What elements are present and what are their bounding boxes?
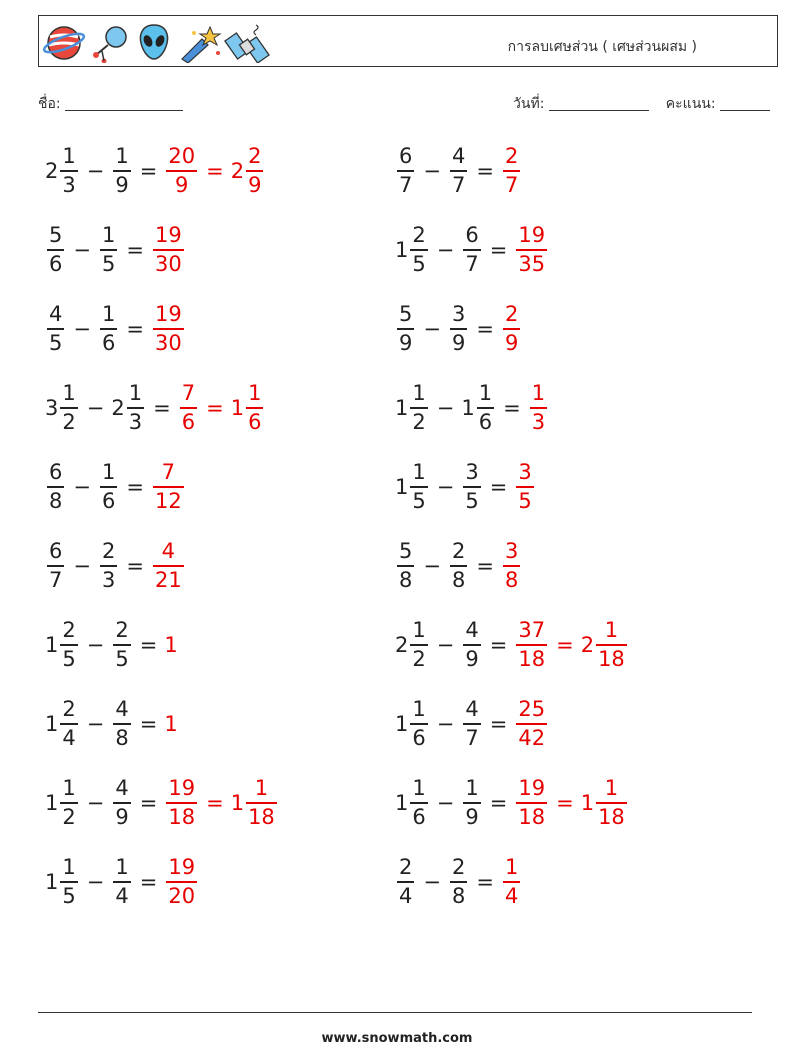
- minuend-fraction: [47, 225, 64, 275]
- answer-mixed: [246, 383, 263, 433]
- subtrahend-fraction-denominator: 6: [101, 489, 116, 513]
- minus-sign: −: [423, 554, 441, 578]
- equals-sign: =: [139, 712, 158, 736]
- minuend-fraction-numerator: 1: [62, 144, 76, 168]
- subtrahend-fraction-numerator: 1: [465, 776, 479, 800]
- answer-fraction: [153, 462, 184, 512]
- answer-mixed: [246, 146, 263, 196]
- subtrahend-fraction-numerator: 1: [101, 460, 116, 484]
- answer-fraction-denominator: 18: [518, 805, 546, 829]
- minuend-fraction-whole: 3: [45, 396, 59, 420]
- answer-fraction: [503, 857, 520, 907]
- minuend-fraction-whole: 1: [395, 396, 409, 420]
- answer-fraction-denominator: 4: [504, 884, 519, 908]
- subtrahend-fraction-numerator: 6: [465, 223, 479, 247]
- answer-fraction-numerator: 2: [504, 302, 519, 326]
- subtrahend-fraction-whole: 2: [111, 396, 125, 420]
- answer-fraction: [153, 304, 184, 354]
- minus-sign: −: [73, 238, 91, 262]
- equals-sign: =: [139, 633, 158, 657]
- minuend-fraction: [60, 620, 77, 670]
- answer-fraction-numerator: 3: [504, 539, 519, 563]
- minuend-fraction-denominator: 6: [412, 726, 426, 750]
- minuend-fraction-numerator: 1: [62, 381, 76, 405]
- subtrahend-fraction: [113, 778, 130, 828]
- problem-16: [395, 693, 549, 755]
- answer-fraction: [503, 304, 520, 354]
- answer-mixed: [246, 778, 277, 828]
- answer-fraction-numerator: 37: [518, 618, 546, 642]
- minuend-fraction-numerator: 1: [412, 381, 426, 405]
- minuend-fraction: [410, 778, 427, 828]
- minuend-fraction-numerator: 2: [62, 697, 76, 721]
- minuend-fraction-whole: 1: [395, 475, 409, 499]
- equals-sign: =: [139, 791, 158, 815]
- answer-fraction-numerator: 19: [518, 776, 546, 800]
- minus-sign: −: [73, 475, 91, 499]
- minuend-fraction-whole: 1: [45, 870, 59, 894]
- equals-sign: =: [126, 554, 144, 578]
- problem-18: [395, 772, 629, 834]
- minuend-fraction: [397, 146, 414, 196]
- answer-fraction-numerator: 19: [168, 855, 196, 879]
- minuend-fraction: [410, 383, 427, 433]
- subtrahend-fraction-denominator: 5: [115, 647, 129, 671]
- subtrahend-fraction: [100, 225, 117, 275]
- problem-8: [395, 377, 549, 439]
- subtrahend-fraction: [113, 146, 130, 196]
- equals-sign: =: [489, 475, 508, 499]
- minuend-fraction-denominator: 8: [49, 489, 63, 513]
- minuend-fraction-denominator: 2: [412, 647, 426, 671]
- equals-sign: =: [489, 791, 508, 815]
- subtrahend-fraction-numerator: 1: [115, 144, 129, 168]
- subtrahend-fraction-numerator: 1: [115, 855, 129, 879]
- answer-fraction-numerator: 19: [168, 776, 196, 800]
- answer-fraction-denominator: 12: [154, 489, 182, 513]
- subtrahend-fraction-denominator: 3: [101, 568, 116, 592]
- minus-sign: −: [436, 712, 455, 736]
- minuend-fraction: [410, 462, 427, 512]
- subtrahend-fraction: [100, 462, 117, 512]
- subtrahend-fraction: [100, 541, 117, 591]
- answer-fraction-denominator: 7: [504, 173, 519, 197]
- score-blank[interactable]: [720, 96, 770, 111]
- answer-fraction-denominator: 35: [518, 252, 546, 276]
- answer-fraction-numerator: 2: [504, 144, 519, 168]
- answer-fraction: [166, 857, 197, 907]
- satellite-icon: [93, 27, 126, 63]
- minuend-fraction-numerator: 2: [62, 618, 76, 642]
- subtrahend-fraction-denominator: 5: [101, 252, 116, 276]
- equals-sign: =: [476, 870, 494, 894]
- problem-17: [45, 772, 279, 834]
- subtrahend-fraction: [477, 383, 494, 433]
- minuend-fraction-denominator: 6: [49, 252, 63, 276]
- subtrahend-fraction-numerator: 2: [451, 539, 466, 563]
- minus-sign: −: [86, 712, 105, 736]
- subtrahend-fraction: [463, 778, 480, 828]
- minuend-fraction-denominator: 4: [62, 726, 76, 750]
- minuend-fraction-denominator: 7: [49, 568, 63, 592]
- minuend-fraction-numerator: 6: [49, 539, 63, 563]
- minus-sign: −: [86, 633, 105, 657]
- name-field: [38, 93, 183, 115]
- subtrahend-fraction-denominator: 8: [115, 726, 129, 750]
- name-blank[interactable]: [65, 96, 183, 111]
- answer-fraction-denominator: 3: [531, 410, 546, 434]
- answer-fraction: [530, 383, 547, 433]
- subtrahend-fraction: [450, 857, 467, 907]
- subtrahend-fraction: [113, 699, 130, 749]
- alien-icon: [140, 25, 167, 59]
- planet-icon: [42, 27, 86, 59]
- answer-fraction-denominator: 30: [154, 252, 182, 276]
- minuend-fraction-denominator: 3: [62, 173, 76, 197]
- minuend-fraction-denominator: 6: [412, 805, 426, 829]
- minuend-fraction: [410, 620, 427, 670]
- minuend-fraction: [60, 699, 77, 749]
- subtrahend-fraction-denominator: 9: [115, 805, 129, 829]
- minuend-fraction-whole: 1: [395, 712, 409, 736]
- problem-4: [395, 219, 549, 281]
- footer-url: www.snowmath.com: [321, 1031, 473, 1046]
- answer-fraction-numerator: 7: [181, 381, 196, 405]
- minuend-fraction-denominator: 5: [412, 489, 426, 513]
- answer-mixed-denominator: 6: [248, 410, 262, 434]
- subtrahend-fraction-numerator: 4: [465, 618, 479, 642]
- minuend-fraction: [47, 304, 64, 354]
- subtrahend-fraction-numerator: 1: [101, 223, 116, 247]
- problem-13: [45, 614, 178, 676]
- answer-whole: 1: [164, 633, 178, 657]
- answer-fraction-denominator: 9: [175, 173, 189, 197]
- minuend-fraction-numerator: 4: [49, 302, 63, 326]
- equals-sign: =: [153, 396, 171, 420]
- minus-sign: −: [423, 159, 441, 183]
- minus-sign: −: [436, 238, 455, 262]
- problem-6: [395, 298, 522, 360]
- equals-sign: =: [206, 159, 224, 183]
- equals-sign: =: [206, 396, 224, 420]
- subtrahend-fraction-numerator: 2: [101, 539, 116, 563]
- minuend-fraction: [47, 462, 64, 512]
- minuend-fraction-whole: 2: [45, 159, 59, 183]
- minuend-fraction: [60, 146, 77, 196]
- minuend-fraction-denominator: 2: [62, 410, 76, 434]
- answer-mixed-whole: 1: [580, 791, 595, 815]
- minuend-fraction-denominator: 2: [62, 805, 76, 829]
- date-label: วันที่:: [513, 96, 545, 112]
- subtrahend-fraction: [450, 146, 467, 196]
- problem-7: [45, 377, 265, 439]
- answer-fraction-numerator: 3: [518, 460, 532, 484]
- answer-fraction: [516, 462, 533, 512]
- answer-fraction-numerator: 25: [518, 697, 546, 721]
- problem-11: [45, 535, 186, 597]
- answer-fraction: [516, 778, 547, 828]
- minuend-fraction-numerator: 6: [399, 144, 413, 168]
- answer-fraction-denominator: 18: [168, 805, 196, 829]
- minuend-fraction-denominator: 5: [49, 331, 63, 355]
- answer-mixed: [596, 778, 627, 828]
- minuend-fraction-whole: 1: [45, 633, 59, 657]
- minuend-fraction-denominator: 2: [412, 410, 426, 434]
- answer-whole: 1: [164, 712, 178, 736]
- minuend-fraction-numerator: 5: [49, 223, 63, 247]
- equals-sign: =: [476, 554, 494, 578]
- answer-fraction: [503, 146, 520, 196]
- subtrahend-fraction: [463, 699, 480, 749]
- minuend-fraction-denominator: 9: [399, 331, 413, 355]
- name-label: ชื่อ:: [38, 96, 61, 112]
- shooting-star-icon: [182, 27, 220, 63]
- minuend-fraction-numerator: 1: [62, 855, 76, 879]
- subtrahend-fraction-numerator: 2: [451, 855, 466, 879]
- problem-5: [45, 298, 186, 360]
- problem-19: [45, 851, 199, 913]
- equals-sign: =: [476, 159, 494, 183]
- equals-sign: =: [126, 238, 144, 262]
- minuend-fraction-whole: 1: [395, 791, 409, 815]
- subtrahend-fraction-numerator: 1: [478, 381, 493, 405]
- minuend-fraction-denominator: 5: [62, 884, 76, 908]
- minuend-fraction-denominator: 4: [399, 884, 413, 908]
- minus-sign: −: [73, 317, 91, 341]
- answer-fraction-denominator: 5: [518, 489, 532, 513]
- equals-sign: =: [556, 633, 574, 657]
- subtrahend-fraction-denominator: 8: [451, 884, 466, 908]
- equals-sign: =: [139, 159, 158, 183]
- subtrahend-fraction-numerator: 4: [115, 776, 129, 800]
- answer-fraction-numerator: 19: [154, 223, 182, 247]
- minuend-fraction-denominator: 5: [62, 647, 76, 671]
- minuend-fraction-denominator: 7: [399, 173, 413, 197]
- answer-mixed-denominator: 18: [598, 647, 625, 671]
- answer-fraction-denominator: 30: [154, 331, 182, 355]
- minuend-fraction: [397, 857, 414, 907]
- answer-fraction: [516, 699, 547, 749]
- equals-sign: =: [126, 317, 144, 341]
- answer-fraction-denominator: 18: [518, 647, 546, 671]
- minuend-fraction-numerator: 6: [49, 460, 63, 484]
- minuend-fraction-numerator: 5: [399, 302, 413, 326]
- subtrahend-fraction-denominator: 8: [451, 568, 466, 592]
- subtrahend-fraction: [450, 541, 467, 591]
- equals-sign: =: [126, 475, 144, 499]
- minuend-fraction-numerator: 1: [62, 776, 76, 800]
- minus-sign: −: [86, 396, 105, 420]
- problem-9: [45, 456, 186, 518]
- minus-sign: −: [423, 317, 441, 341]
- answer-fraction-numerator: 1: [531, 381, 546, 405]
- minus-sign: −: [436, 475, 455, 499]
- problem-10: [395, 456, 536, 518]
- answer-mixed-whole: 1: [230, 396, 245, 420]
- minuend-fraction-numerator: 1: [412, 460, 426, 484]
- subtrahend-fraction-numerator: 2: [115, 618, 129, 642]
- minuend-fraction: [410, 699, 427, 749]
- answer-fraction-denominator: 9: [504, 331, 519, 355]
- minuend-fraction-numerator: 2: [412, 223, 426, 247]
- minuend-fraction-denominator: 5: [412, 252, 426, 276]
- subtrahend-fraction-denominator: 7: [465, 252, 479, 276]
- subtrahend-fraction: [113, 620, 130, 670]
- answer-mixed-denominator: 18: [248, 805, 275, 829]
- space-icons: [42, 21, 272, 63]
- answer-mixed-numerator: 1: [604, 618, 619, 642]
- answer-mixed-numerator: 1: [248, 381, 262, 405]
- date-blank[interactable]: [549, 96, 649, 111]
- minuend-fraction-denominator: 8: [399, 568, 413, 592]
- subtrahend-fraction: [463, 620, 480, 670]
- answer-mixed-numerator: 1: [604, 776, 619, 800]
- minus-sign: −: [86, 159, 105, 183]
- answer-fraction-numerator: 7: [161, 460, 176, 484]
- answer-fraction: [153, 225, 184, 275]
- equals-sign: =: [489, 633, 508, 657]
- subtrahend-fraction-denominator: 4: [115, 884, 129, 908]
- answer-fraction-numerator: 20: [168, 144, 196, 168]
- minus-sign: −: [423, 870, 441, 894]
- subtrahend-fraction-numerator: 3: [465, 460, 479, 484]
- minus-sign: −: [436, 791, 455, 815]
- answer-mixed-whole: 2: [580, 633, 595, 657]
- minuend-fraction-whole: 1: [45, 791, 59, 815]
- problem-12: [395, 535, 522, 597]
- score-label: คะแนน:: [665, 96, 716, 112]
- answer-fraction: [166, 146, 197, 196]
- answer-fraction-denominator: 6: [181, 410, 196, 434]
- subtrahend-fraction-denominator: 5: [465, 489, 479, 513]
- subtrahend-fraction: [100, 304, 117, 354]
- subtrahend-fraction: [127, 383, 144, 433]
- answer-fraction: [516, 620, 547, 670]
- answer-mixed-numerator: 2: [248, 144, 262, 168]
- answer-mixed-whole: 2: [230, 159, 245, 183]
- minus-sign: −: [86, 870, 105, 894]
- equals-sign: =: [556, 791, 574, 815]
- subtrahend-fraction-denominator: 3: [128, 410, 143, 434]
- minuend-fraction-whole: 1: [395, 238, 409, 262]
- footer-divider: [38, 1012, 752, 1013]
- space-station-icon: [225, 25, 269, 63]
- minuend-fraction-whole: 1: [45, 712, 59, 736]
- subtrahend-fraction: [463, 462, 480, 512]
- answer-fraction-numerator: 4: [161, 539, 176, 563]
- worksheet-header: [38, 15, 778, 67]
- date-score-fields: [513, 93, 770, 115]
- equals-sign: =: [489, 712, 508, 736]
- subtrahend-fraction-denominator: 6: [478, 410, 493, 434]
- subtrahend-fraction: [463, 225, 480, 275]
- equals-sign: =: [206, 791, 224, 815]
- subtrahend-fraction-denominator: 9: [115, 173, 129, 197]
- minuend-fraction-numerator: 1: [412, 776, 426, 800]
- answer-fraction-denominator: 42: [518, 726, 546, 750]
- problem-15: [45, 693, 178, 755]
- minuend-fraction-whole: 2: [395, 633, 409, 657]
- subtrahend-fraction-denominator: 7: [451, 173, 466, 197]
- answer-fraction-denominator: 8: [504, 568, 519, 592]
- answer-fraction: [503, 541, 520, 591]
- problem-1: [45, 140, 265, 202]
- subtrahend-fraction-denominator: 9: [465, 805, 479, 829]
- problem-20: [395, 851, 522, 913]
- answer-fraction-denominator: 21: [154, 568, 182, 592]
- subtrahend-fraction: [450, 304, 467, 354]
- problem-3: [45, 219, 186, 281]
- minuend-fraction-numerator: 1: [412, 697, 426, 721]
- answer-fraction: [180, 383, 197, 433]
- minuend-fraction-numerator: 5: [399, 539, 413, 563]
- subtrahend-fraction-denominator: 6: [101, 331, 116, 355]
- answer-mixed-whole: 1: [230, 791, 245, 815]
- problem-2: [395, 140, 522, 202]
- subtrahend-fraction-numerator: 3: [451, 302, 466, 326]
- answer-fraction: [166, 778, 197, 828]
- equals-sign: =: [489, 238, 508, 262]
- minuend-fraction: [397, 304, 414, 354]
- minus-sign: −: [436, 396, 455, 420]
- answer-mixed-numerator: 1: [254, 776, 269, 800]
- minuend-fraction-numerator: 2: [399, 855, 413, 879]
- subtrahend-fraction-denominator: 7: [465, 726, 479, 750]
- answer-fraction-numerator: 1: [504, 855, 519, 879]
- answer-fraction: [153, 541, 184, 591]
- subtrahend-fraction: [113, 857, 130, 907]
- answer-fraction: [516, 225, 547, 275]
- equals-sign: =: [476, 317, 494, 341]
- minus-sign: −: [86, 791, 105, 815]
- subtrahend-fraction-whole: 1: [461, 396, 475, 420]
- subtrahend-fraction-numerator: 4: [451, 144, 466, 168]
- equals-sign: =: [503, 396, 521, 420]
- minus-sign: −: [73, 554, 91, 578]
- minuend-fraction: [410, 225, 427, 275]
- problem-14: [395, 614, 629, 676]
- minuend-fraction: [60, 778, 77, 828]
- minuend-fraction: [60, 857, 77, 907]
- minuend-fraction: [47, 541, 64, 591]
- minus-sign: −: [436, 633, 455, 657]
- answer-mixed-denominator: 18: [598, 805, 625, 829]
- subtrahend-fraction-numerator: 4: [115, 697, 129, 721]
- minuend-fraction: [397, 541, 414, 591]
- subtrahend-fraction-denominator: 9: [451, 331, 466, 355]
- answer-fraction-numerator: 19: [154, 302, 182, 326]
- answer-fraction-denominator: 20: [168, 884, 196, 908]
- subtrahend-fraction-denominator: 9: [465, 647, 479, 671]
- worksheet-title: การลบเศษส่วน ( เศษส่วนผสม ): [507, 39, 697, 55]
- subtrahend-fraction-numerator: 1: [101, 302, 116, 326]
- answer-mixed: [596, 620, 627, 670]
- answer-mixed-denominator: 9: [248, 173, 262, 197]
- equals-sign: =: [139, 870, 158, 894]
- subtrahend-fraction-numerator: 1: [128, 381, 143, 405]
- answer-fraction-numerator: 19: [518, 223, 546, 247]
- minuend-fraction: [60, 383, 77, 433]
- subtrahend-fraction-numerator: 4: [465, 697, 479, 721]
- minuend-fraction-numerator: 1: [412, 618, 426, 642]
